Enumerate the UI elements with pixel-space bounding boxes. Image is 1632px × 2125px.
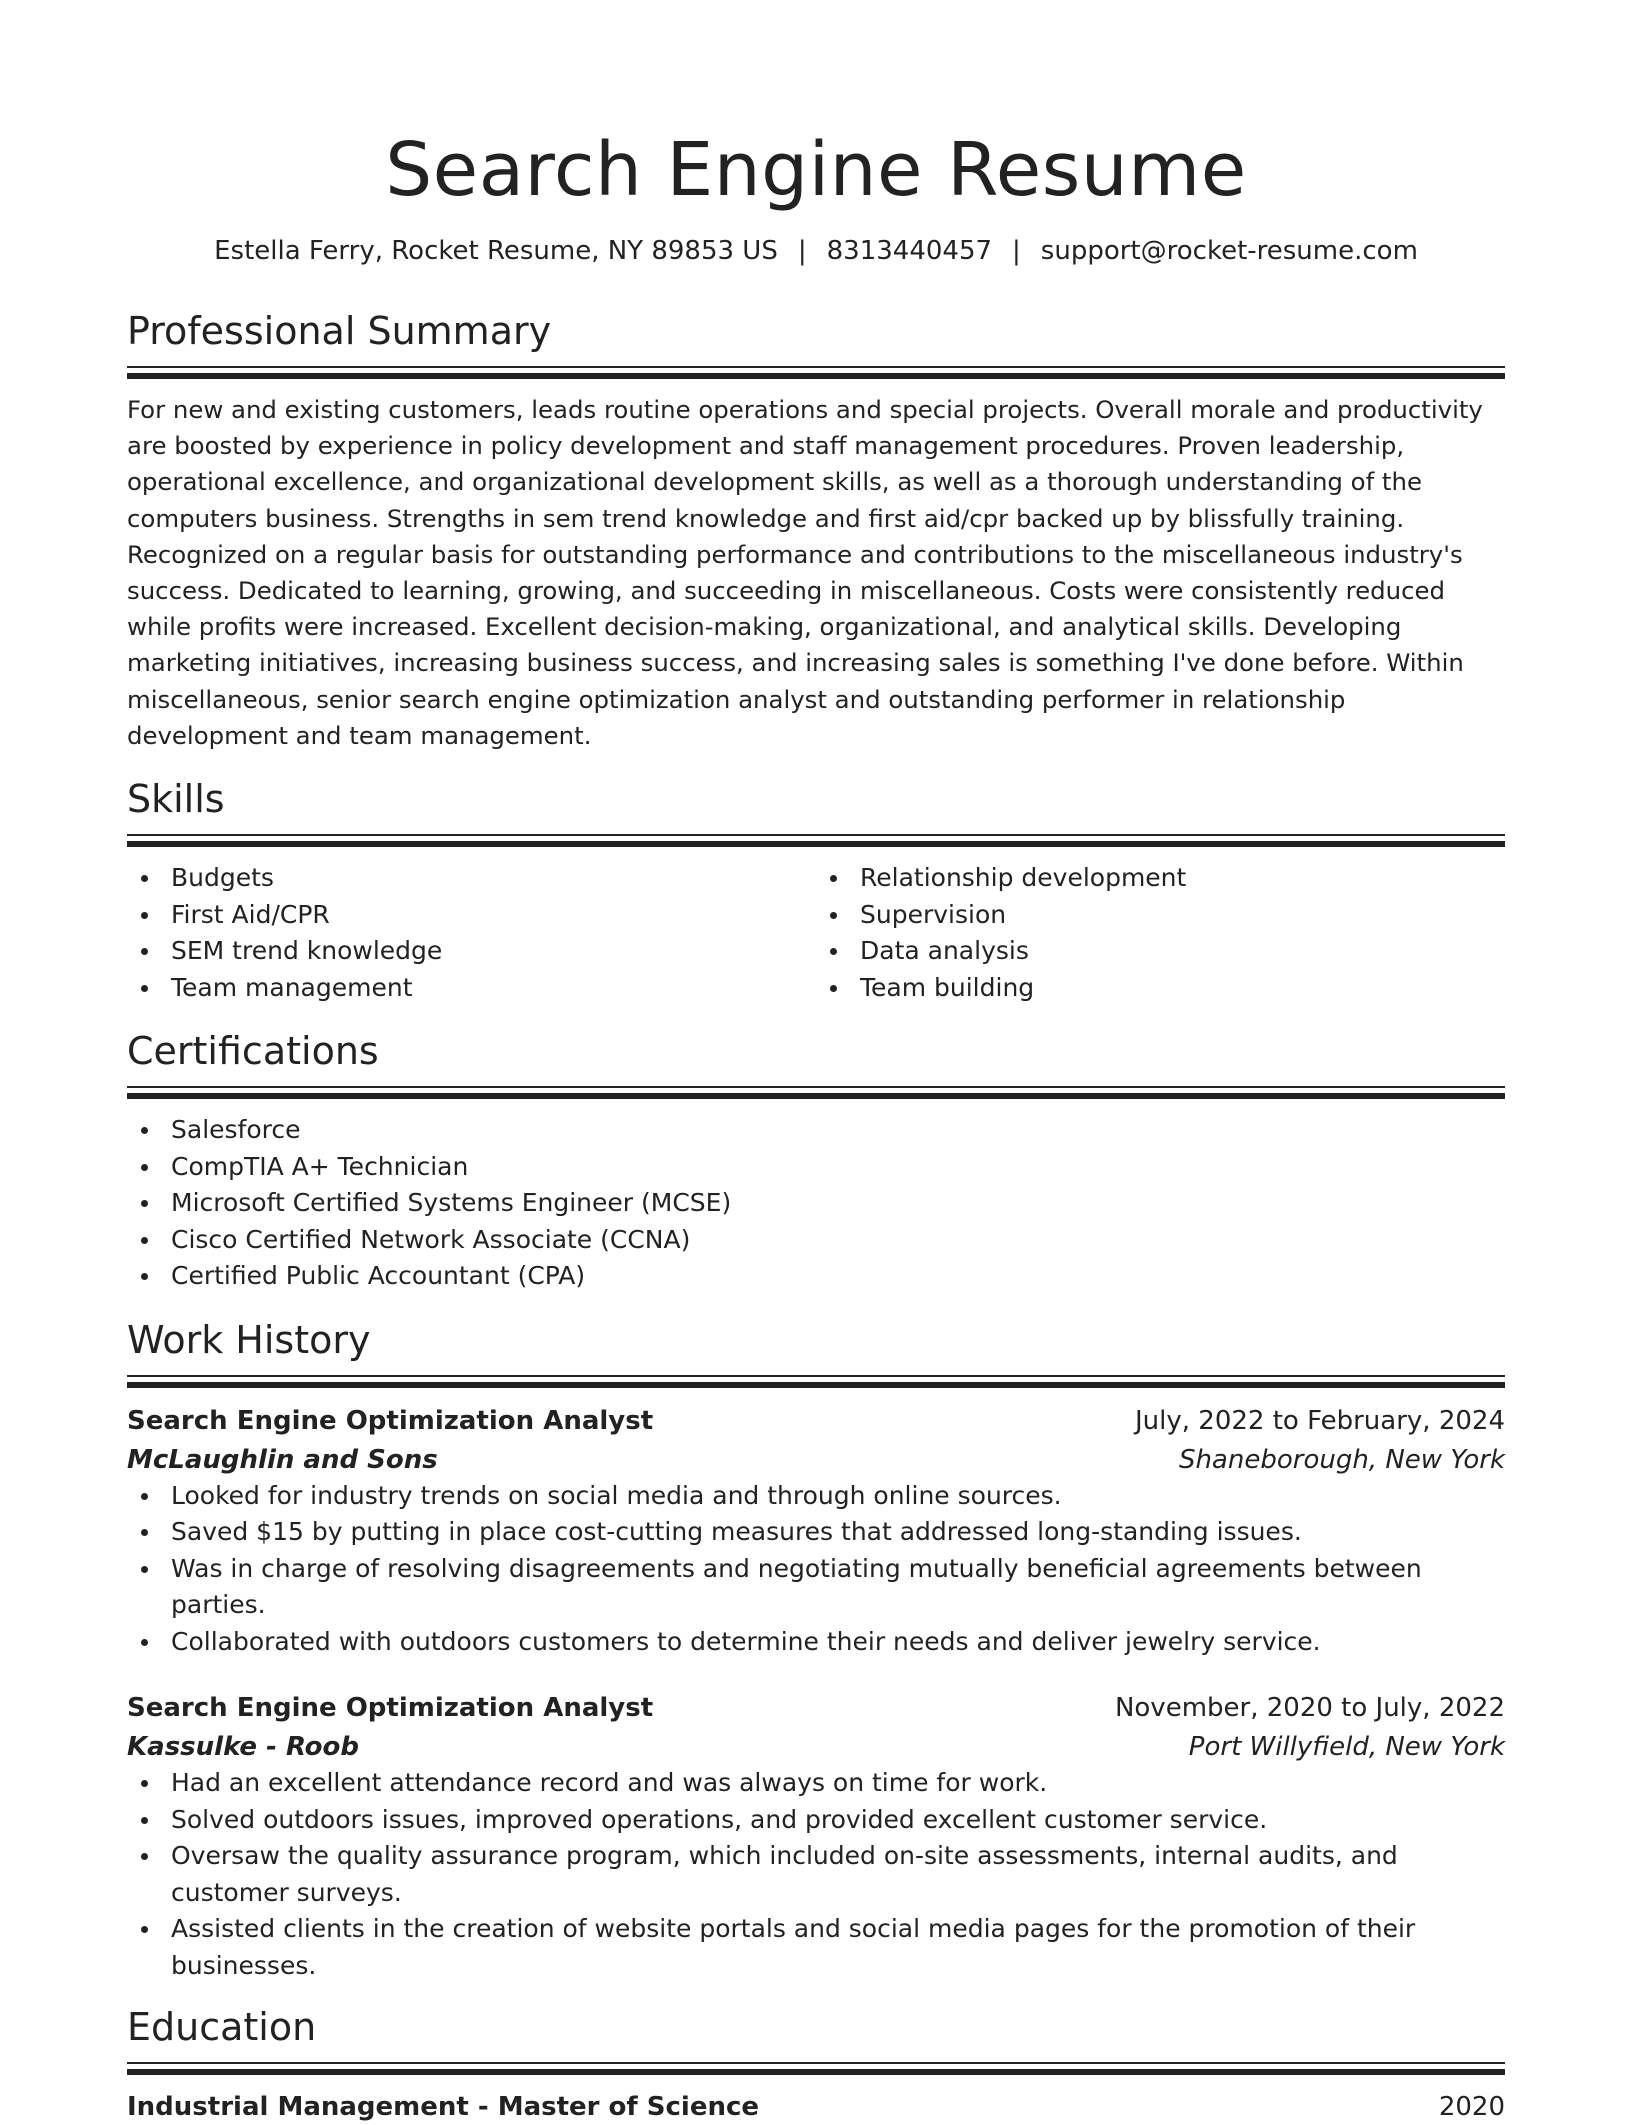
- education-degree: Industrial Management - Master of Science: [127, 2092, 760, 2123]
- contact-email[interactable]: support@rocket-resume.com: [1040, 236, 1418, 266]
- certification-item: Microsoft Certified Systems Engineer (MCSE): [127, 1185, 1505, 1222]
- skill-item: Team management: [127, 970, 816, 1007]
- skills-column-right: [816, 860, 1505, 1006]
- skill-item: Data analysis: [816, 933, 1505, 970]
- job-title: Search Engine Optimization Analyst: [127, 1693, 654, 1724]
- skill-item: Supervision: [816, 897, 1505, 934]
- certification-item: Certified Public Accountant (CPA): [127, 1258, 1505, 1295]
- job-bullet: Solved outdoors issues, improved operations, and provided excellent customer service.: [127, 1802, 1505, 1839]
- job-bullet: Looked for industry trends on social media and through online sources.: [127, 1478, 1505, 1515]
- contact-separator: |: [797, 236, 807, 266]
- job-dates: November, 2020 to July, 2022: [1114, 1693, 1505, 1724]
- skill-item: Team building: [816, 970, 1505, 1007]
- resume-title: Search Engine Resume: [385, 127, 1247, 213]
- job-bullet: Saved $15 by putting in place cost-cutting measures that addressed long-standing issues.: [127, 1514, 1505, 1551]
- skill-item: First Aid/CPR: [127, 897, 816, 934]
- job-company: Kassulke - Roob: [127, 1732, 360, 1763]
- job-bullet: Collaborated with outdoors customers to determine their needs and deliver jewelry service.: [127, 1624, 1505, 1661]
- education-entry: [127, 2089, 1505, 2125]
- contact-separator: |: [1012, 236, 1021, 266]
- skill-item: SEM trend knowledge: [127, 933, 816, 970]
- contact-phone: 8313440457: [826, 236, 993, 266]
- job-bullets: [127, 1765, 1505, 1984]
- job-company: McLaughlin and Sons: [127, 1444, 438, 1475]
- job-bullets: [127, 1478, 1505, 1661]
- skills-column-left: [127, 860, 816, 1006]
- job-dates: July, 2022 to February, 2024: [1135, 1405, 1505, 1436]
- work-history-section: [127, 1317, 1505, 1985]
- job-entry: [127, 1690, 1505, 1984]
- certifications-heading: Certifications: [127, 1029, 379, 1074]
- job-location: Shaneborough, New York: [1178, 1444, 1505, 1475]
- education-section: [127, 2004, 1505, 2125]
- skills-grid: [127, 860, 1505, 1006]
- job-location: Port Willyfield, New York: [1188, 1732, 1505, 1763]
- certifications-section: [127, 1028, 1505, 1295]
- section-divider: [127, 834, 1505, 847]
- work-history-heading: Work History: [127, 1317, 371, 1362]
- job-entry: [127, 1403, 1505, 1661]
- section-divider: [127, 1086, 1505, 1099]
- certification-item: Cisco Certified Network Associate (CCNA): [127, 1222, 1505, 1259]
- education-year: 2020: [1438, 2092, 1505, 2123]
- education-heading: Education: [127, 2005, 317, 2050]
- job-bullet: Had an excellent attendance record and was always on time for work.: [127, 1765, 1505, 1802]
- skill-item: Budgets: [127, 860, 816, 897]
- section-divider: [127, 1375, 1505, 1388]
- section-divider: [127, 366, 1505, 379]
- job-bullet: Was in charge of resolving disagreements and negotiating mutually beneficial agreements between parties.: [127, 1551, 1505, 1624]
- job-bullet: Assisted clients in the creation of website portals and social media pages for the promotion of their businesses.: [127, 1911, 1505, 1984]
- skills-heading: Skills: [127, 777, 225, 822]
- skills-section: [127, 776, 1505, 1006]
- summary-section: [127, 308, 1505, 754]
- certification-item: CompTIA A+ Technician: [127, 1149, 1505, 1186]
- certification-item: Salesforce: [127, 1112, 1505, 1149]
- job-title: Search Engine Optimization Analyst: [127, 1405, 654, 1436]
- certifications-list: [127, 1112, 1505, 1295]
- summary-text: For new and existing customers, leads routine operations and special projects. Overall morale and productivity are boosted by experience in policy development and staff management procedures. Proven leadership, operational excellence, and organizational development skills, as well as a thorough understanding of the computers business. Strengths in sem trend knowledge and first aid/cpr backed up by blissfully training. Recognized on a regular basis for outstanding performance and contributions to the miscellaneous industry's success. Dedicated to learning, growing, and succeeding in miscellaneous. Costs were consistently reduced while profits were increased. Excellent decision-making, organizational, and analytical skills. Developing marketing initiatives, increasing business success, and increasing sales is something I've done before. Within miscellaneous, senior search engine optimization analyst and outstanding performer in relationship development and team management.: [127, 395, 1483, 750]
- skill-item: Relationship development: [816, 860, 1505, 897]
- summary-heading: Professional Summary: [127, 309, 552, 353]
- section-divider: [127, 2062, 1505, 2075]
- contact-line: [127, 234, 1505, 268]
- job-bullet: Oversaw the quality assurance program, which included on-site assessments, internal audits, and customer surveys.: [127, 1838, 1505, 1911]
- contact-address: Estella Ferry, Rocket Resume, NY 89853 US: [214, 236, 778, 266]
